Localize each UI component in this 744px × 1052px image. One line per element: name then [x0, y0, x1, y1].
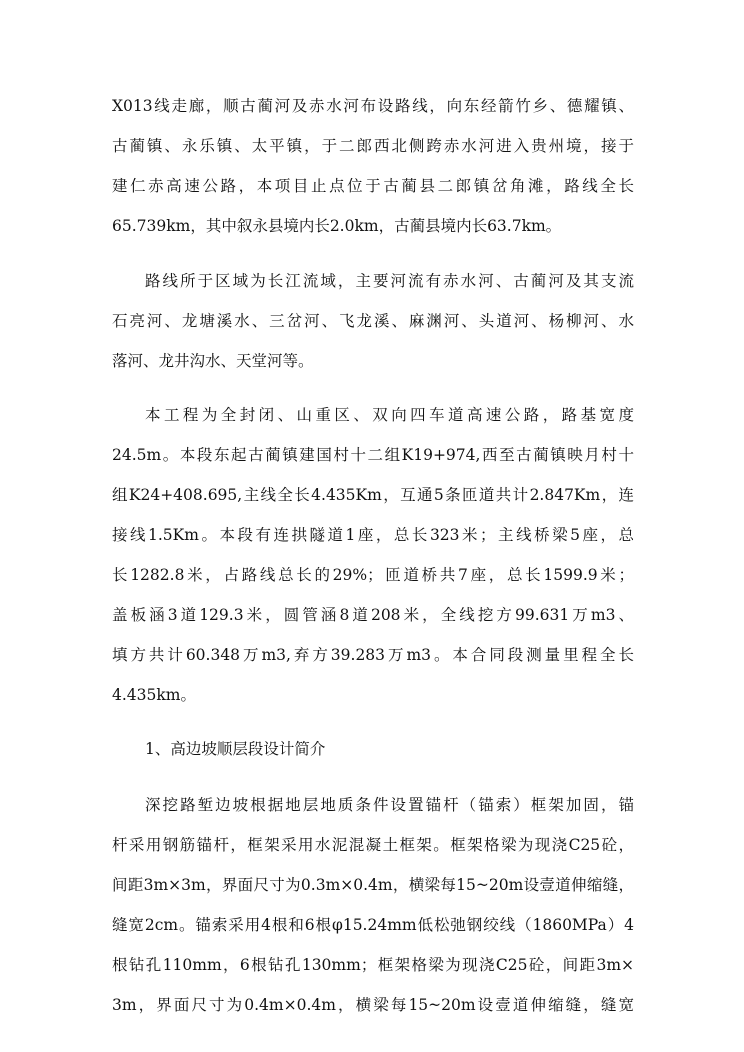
text-line: 24.5m。本段东起古蔺镇建国村十二组K19+974,西至古蔺镇映月村十 [112, 446, 634, 464]
text-line: 盖板涵3道129.3米，圆管涵8道208米，全线挖方99.631万m3、 [112, 606, 634, 624]
text-line: 古蔺镇、永乐镇、太平镇，于二郎西北侧跨赤水河进入贵州境，接于 [112, 137, 634, 155]
text-line: 组K24+408.695,主线全长4.435Km，互通5条匝道共计2.847Km，连 [112, 486, 634, 504]
text-line: 杆采用钢筋锚杆，框架采用水泥混凝土框架。框架格梁为现浇C25砼， [112, 836, 634, 854]
text-line: 根钻孔110mm，6根钻孔130mm；框架格梁为现浇C25砼，间距3m× [112, 956, 634, 974]
text-line: 本工程为全封闭、山重区、双向四车道高速公路，路基宽度 [145, 406, 634, 424]
section-heading: 1、高边坡顺层段设计简介 [145, 740, 326, 758]
text-line: 间距3m×3m，界面尺寸为0.3m×0.4m，横梁每15~20m设壹道伸缩缝， [112, 876, 634, 894]
text-line: 长1282.8米，占路线总长的29%；匝道桥共7座，总长1599.9米； [112, 566, 634, 584]
text-line: 接线1.5Km。本段有连拱隧道1座，总长323米；主线桥梁5座，总 [112, 526, 634, 544]
text-line: 石亮河、龙塘溪水、三岔河、飞龙溪、麻渊河、头道河、杨柳河、水 [112, 312, 634, 330]
text-line: X013线走廊，顺古蔺河及赤水河布设路线，向东经箭竹乡、德耀镇、 [112, 97, 634, 115]
text-line: 建仁赤高速公路，本项目止点位于古蔺县二郎镇岔角滩，路线全长 [112, 177, 634, 195]
text-line: 3m，界面尺寸为0.4m×0.4m，横梁每15~20m设壹道伸缩缝，缝宽 [112, 996, 634, 1014]
text-line: 65.739km，其中叙永县境内长2.0km，古蔺县境内长63.7km。 [112, 217, 562, 235]
text-line: 缝宽2cm。锚索采用4根和6根φ15.24mm低松弛钢绞线（1860MPa）4 [112, 916, 634, 934]
text-line: 落河、龙井沟水、天堂河等。 [112, 352, 314, 370]
text-line: 路线所于区域为长江流域，主要河流有赤水河、古蔺河及其支流 [145, 272, 634, 290]
text-line: 深挖路堑边坡根据地层地质条件设置锚杆（锚索）框架加固，锚 [145, 796, 634, 814]
text-line: 4.435km。 [112, 686, 196, 704]
text-line: 填方共计60.348万m3,弃方39.283万m3。本合同段测量里程全长 [112, 646, 634, 664]
